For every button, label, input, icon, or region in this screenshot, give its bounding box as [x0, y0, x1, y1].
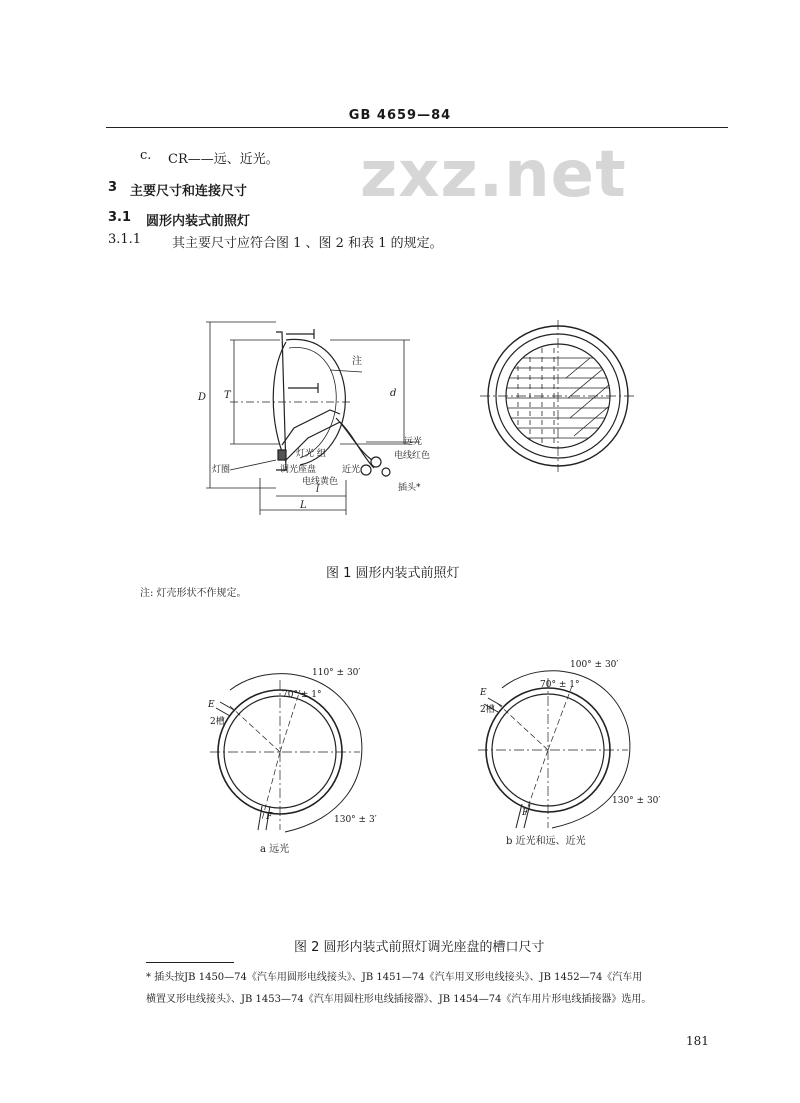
standard-number: GB 4659—84 [348, 108, 452, 123]
section-3-number: 3 [108, 180, 118, 195]
figure-1-caption: 图 1 圆形内装式前照灯 [326, 566, 460, 581]
fig2b-dim-f: F [522, 808, 529, 818]
fig2a-angle-lower: 130° ± 3′ [334, 815, 377, 825]
fig2b-slot-label: 2槽 [480, 705, 495, 715]
label-lamp-unit: 灯光 组 [296, 449, 326, 459]
section-3-title: 主要尺寸和连接尺寸 [130, 184, 248, 199]
figure-2-caption: 图 2 圆形内装式前照灯调光座盘的槽口尺寸 [294, 940, 545, 955]
fig2a-slot-label: 2槽 [210, 717, 225, 727]
figure-1-note: 注: 灯壳形状不作规定。 [140, 588, 247, 599]
section-3-1-title: 圆形内装式前照灯 [146, 214, 251, 229]
footnote-line-2: 横置叉形电线接头》、JB 1453—74《汽车用圆柱形电线插接器》、JB 1454—74《汽车用片形电线插接器》选用。 [146, 994, 652, 1005]
dim-t: T [224, 390, 231, 401]
figure-2a-drawing [190, 660, 380, 840]
fig2b-dim-e: E [480, 688, 487, 698]
footnote-line-1: * 插头按JB 1450—74《汽车用圆形电线接头》、JB 1451—74《汽车用叉形电线接头》、JB 1452—74《汽车用 [146, 972, 643, 983]
item-c-text: CR——远、近光。 [168, 152, 279, 167]
section-3-1-number: 3.1 [108, 210, 132, 225]
fig2a-angle-inner: 70° ± 1° [282, 690, 322, 700]
dim-d-outer: D [198, 392, 207, 403]
label-near-beam: 近光 [342, 465, 361, 475]
watermark: zxz.net [360, 138, 627, 212]
fig2a-caption: a 远光 [260, 844, 290, 855]
note-mark: 注 [352, 356, 362, 367]
fig2b-angle-outer: 100° ± 30′ [570, 660, 619, 670]
label-wire-red: 电线红色 [394, 451, 431, 461]
dim-l-short: l [316, 484, 320, 495]
fig2b-caption: b 近光和远、近光 [506, 836, 586, 847]
fig2a-dim-e: E [208, 700, 215, 710]
fig2b-angle-inner: 70° ± 1° [540, 680, 580, 690]
label-high-beam: 远光 [404, 437, 423, 447]
section-3-1-1-text: 其主要尺寸应符合图 1 、图 2 和表 1 的规定。 [172, 236, 443, 251]
header-rule [106, 127, 728, 128]
label-dimming-seat: 调光座盘 [280, 465, 317, 475]
section-3-1-1-number: 3.1.1 [108, 232, 142, 247]
label-lamp-ring: 灯圈 [212, 465, 231, 475]
fig2a-dim-f: F [266, 812, 273, 822]
page-number: 181 [686, 1034, 709, 1048]
label-wire-yellow: 电线黄色 [302, 477, 339, 487]
item-c-letter: c. [140, 148, 152, 163]
dim-d-inner: d [390, 388, 397, 399]
dim-l-long: L [300, 500, 307, 511]
footnote-rule [146, 962, 234, 963]
fig2a-angle-outer: 110° ± 30′ [312, 668, 361, 678]
figure-1-front-view [470, 318, 650, 478]
fig2b-angle-lower: 130° ± 30′ [612, 796, 661, 806]
label-plug: 插头* [398, 483, 421, 493]
figure-1-side-view [190, 310, 470, 520]
